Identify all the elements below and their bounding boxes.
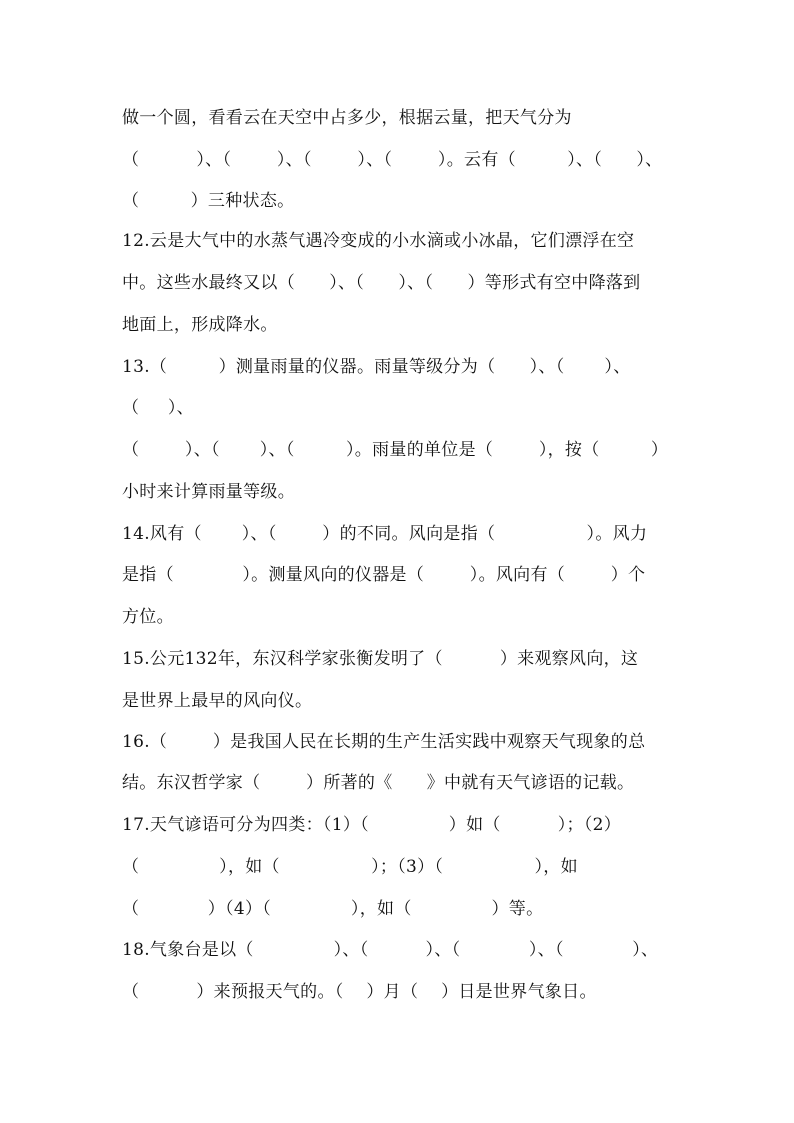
question-18-line-1: 18.气象台是以（ ）、（ ）、（ ）、（ ）、 — [122, 940, 659, 960]
question-16-line-2: 结。东汉哲学家（ ）所著的《 》中就有天气谚语的记载。 — [122, 773, 635, 793]
question-17-line-2: （ ），如（ ）；（3）（ ），如 — [122, 857, 578, 877]
question-12-line-3: 地面上，形成降水。 — [122, 315, 278, 335]
question-15-line-1: 15.公元132年，东汉科学家张衡发明了（ ）来观察风向，这 — [122, 649, 639, 669]
question-17-line-3: （ ）（4）（ ），如（ ）等。 — [122, 899, 544, 919]
question-16-line-1: 16.（ ）是我国人民在长期的生产生活实践中观察天气现象的总 — [122, 732, 646, 752]
text-line-1: 做一个圆，看看云在天空中占多少，根据云量，把天气分为 — [122, 108, 572, 128]
question-12-line-1: 12.云是大气中的水蒸气遇冷变成的小水滴或小冰晶，它们漂浮在空 — [122, 231, 635, 251]
question-13-line-1: 13.（ ）测量雨量的仪器。雨量等级分为（ ）、（ ）、 — [122, 357, 631, 377]
question-14-line-3: 方位。 — [122, 607, 174, 627]
text-line-2: （ ）、（ ）、（ ）、（ ）。云有（ ）、（ ）、 — [122, 150, 663, 170]
question-14-line-2: 是指（ ）。测量风向的仪器是（ ）。风向有（ ）个 — [122, 565, 646, 585]
question-14-line-1: 14.风有（ ）、（ ）的不同。风向是指（ ）。风力 — [122, 524, 648, 544]
question-15-line-2: 是世界上最早的风向仪。 — [122, 691, 313, 711]
question-12-line-2: 中。这些水最终又以（ ）、（ ）、（ ）等形式有空中降落到 — [122, 273, 641, 293]
question-13-line-2: （ ）、 — [122, 398, 194, 418]
question-17-line-1: 17.天气谚语可分为四类：（1）（ ）如（ ）；（2） — [122, 815, 622, 835]
text-line-3: （ ）三种状态。 — [122, 191, 295, 211]
question-18-line-2: （ ）来预报天气的。（ ）月（ ）日是世界气象日。 — [122, 982, 597, 1002]
question-13-line-3: （ ）、（ ）、（ ）。雨量的单位是（ ），按（ ） — [122, 440, 669, 460]
question-13-line-4: 小时来计算雨量等级。 — [122, 482, 295, 502]
